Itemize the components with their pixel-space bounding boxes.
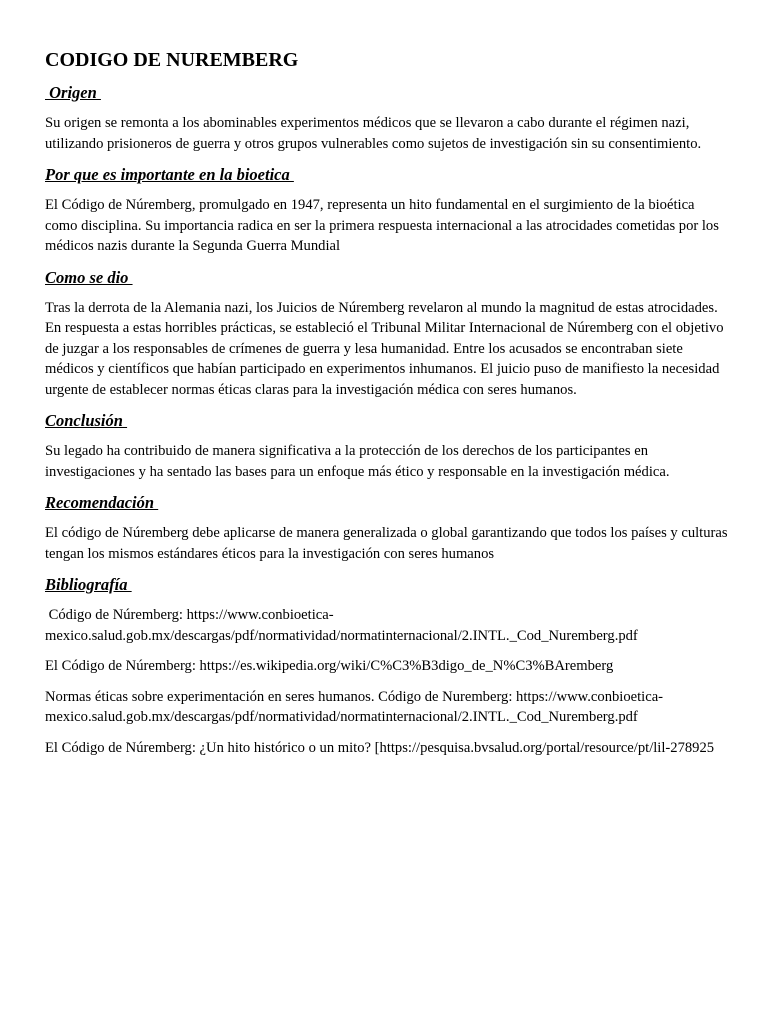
section-paragraph: Tras la derrota de la Alemania nazi, los Juicios de Núremberg revelaron al mundo la magnitud de estas atrocidades. En respuesta a estas horribles prácticas, se estableció el Tribunal Militar Internacional de Núremberg con el objetivo de juzgar a los responsables de crímenes de guerra y lesa humanidad. Entre los acusados se encontraban siete médicos y científicos que habían participado en experimentos inhumanos. El juicio puso de manifiesto la necesidad urgente de establecer normas éticas claras para la investigación médica con seres humanos. — [45, 299, 724, 398]
bibliography-entry: Normas éticas sobre experimentación en seres humanos. Código de Nuremberg: https://www.conbioetica-mexico.salud.gob.mx/descargas/pdf/normatividad/normatinternacional/2.INTL._Cod_Nuremberg.pdf — [45, 688, 664, 725]
section-paragraph: El Código de Núremberg, promulgado en 1947, representa un hito fundamental en el surgimiento de la bioética como disciplina. Su importancia radica en ser la primera respuesta internacional a las atrocidades cometidas por los médicos nazis durante la Segunda Guerra Mundial — [45, 197, 719, 254]
document-title: CODIGO DE NUREMBERG — [45, 49, 299, 71]
section-heading: Origen — [45, 83, 101, 102]
bibliography-entry: El Código de Núremberg: https://es.wikipedia.org/wiki/C%C3%B3digo_de_N%C3%BAremberg — [45, 658, 614, 674]
section-como-se-dio — [45, 267, 728, 401]
section-recomendacion — [45, 492, 728, 564]
bibliography-entry: Código de Núremberg: https://www.conbioetica-mexico.salud.gob.mx/descargas/pdf/normatividad/normatinternacional/2.INTL._Cod_Nuremberg.pdf — [45, 607, 638, 644]
section-paragraph: Su legado ha contribuido de manera significativa a la protección de los derechos de los participantes en investigaciones y ha sentado las bases para un enfoque más ético y responsable en la investigación médica. — [45, 443, 670, 480]
section-origen — [45, 82, 728, 154]
section-heading: Por que es importante en la bioetica — [45, 165, 294, 184]
section-heading: Conclusión — [45, 411, 128, 430]
section-bibliografia — [45, 574, 728, 758]
section-heading: Recomendación — [45, 493, 159, 512]
section-conclusion — [45, 410, 728, 482]
section-paragraph: Su origen se remonta a los abominables experimentos médicos que se llevaron a cabo durante el régimen nazi, utilizando prisioneros de guerra y otros grupos vulnerables como sujetos de investigación sin su consentimiento. — [45, 115, 702, 152]
section-paragraph: El código de Núremberg debe aplicarse de manera generalizada o global garantizando que todos los países y culturas tengan los mismos estándares éticos para la investigación con seres humanos — [45, 525, 728, 562]
section-heading: Como se dio — [45, 267, 133, 287]
section-importancia — [45, 164, 728, 257]
bibliography-entry: El Código de Núremberg: ¿Un hito histórico o un mito? [https://pesquisa.bvsalud.org/portal/resource/pt/lil-278925 — [45, 739, 715, 756]
section-heading: Bibliografía — [45, 575, 132, 594]
